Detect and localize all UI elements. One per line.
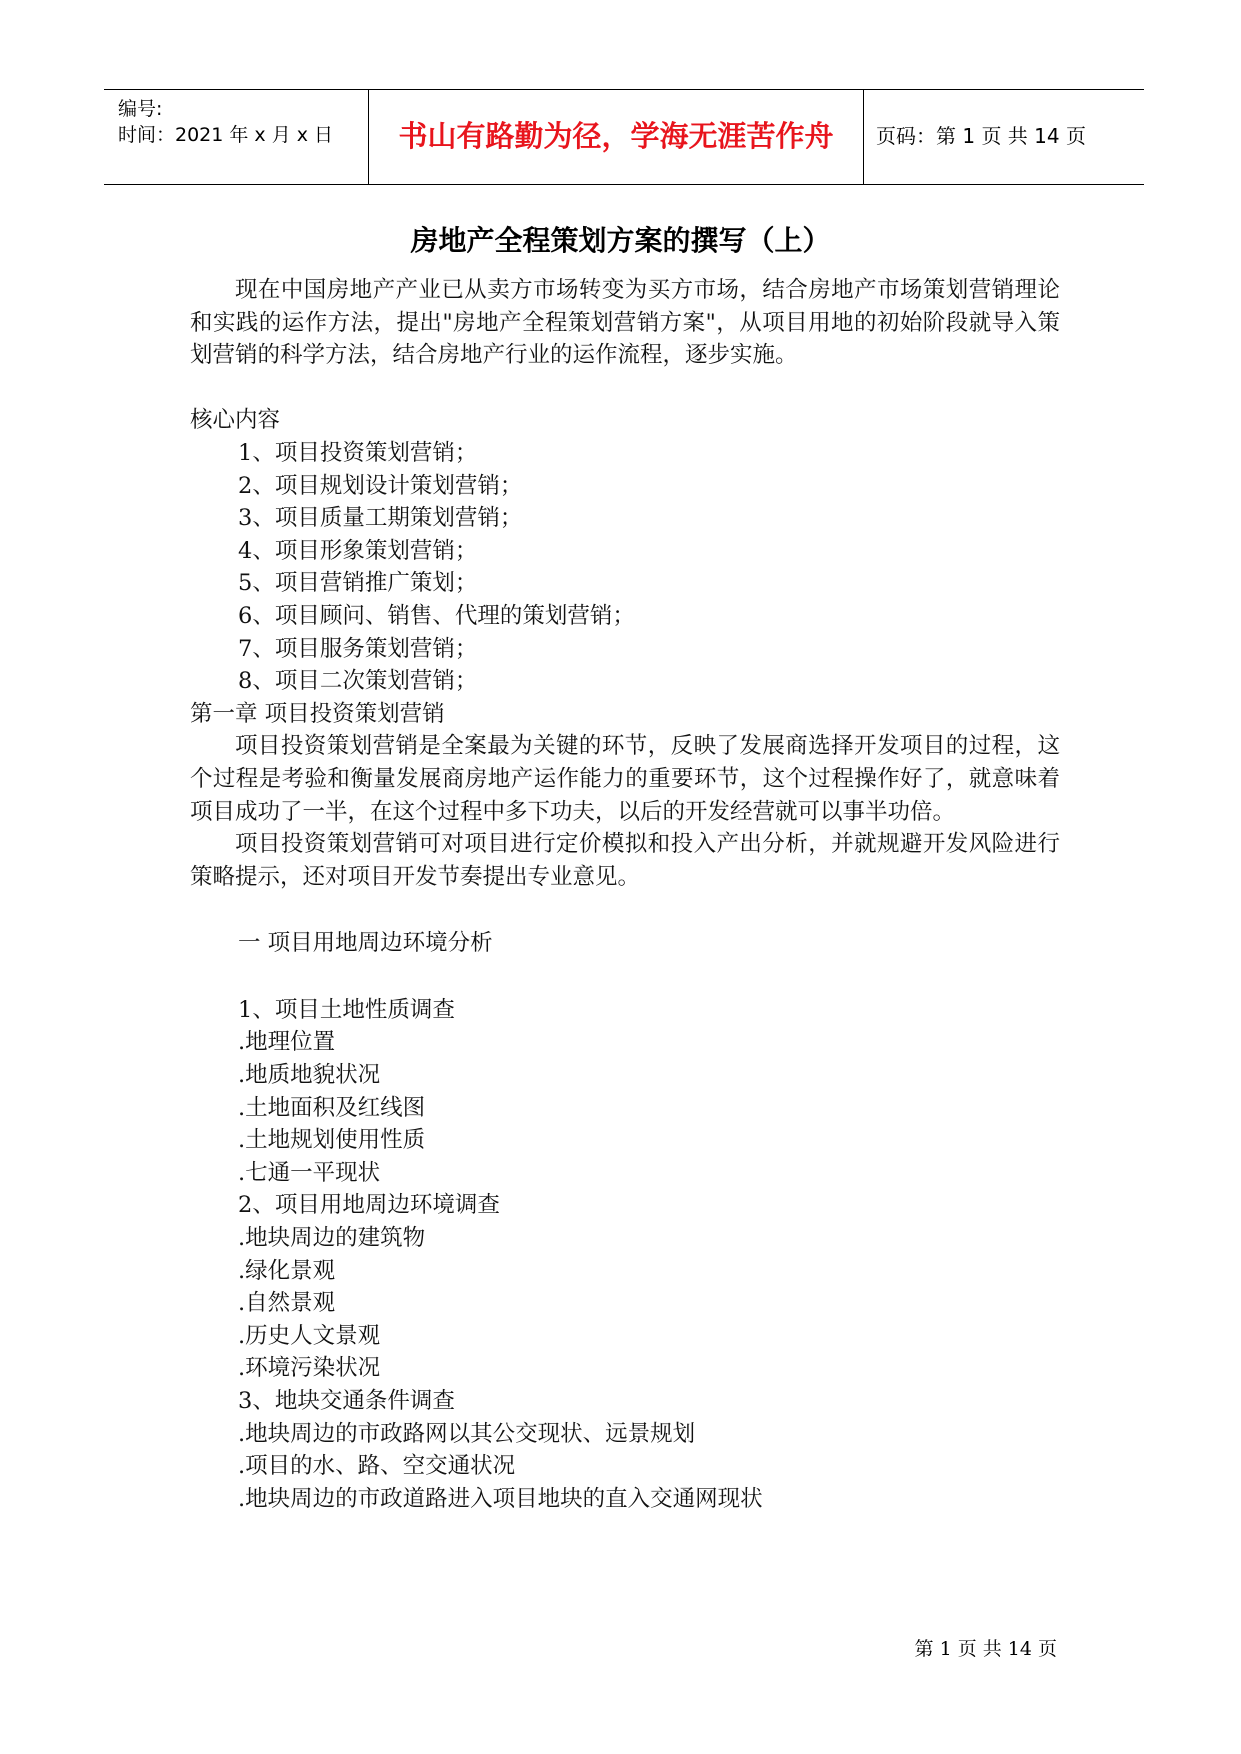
list-item: .地块周边的市政路网以其公交现状、远景规划 [238,1420,696,1447]
list-item: 5、项目营销推广策划； [238,570,478,597]
list-item: 6、项目顾问、销售、代理的策划营销； [238,602,635,629]
list-item: 4、项目形象策划营销； [238,537,478,564]
header-page-cell [864,90,1144,184]
list-item: .土地规划使用性质 [238,1127,426,1154]
list-item: 7、项目服务策划营销； [238,635,478,662]
chapter-paragraph: 项目投资策划营销可对项目进行定价模拟和投入产出分析，并就规避开发风险进行策略提示，还对项目开发节奏提出专业意见。 [190,831,1060,890]
list-item: .地块周边的建筑物 [238,1225,426,1252]
header-motto: 书山有路勤为径，学海无涯苦作舟 [398,119,834,153]
chapter-heading: 第一章 项目投资策划营销 [190,700,445,727]
subsection-heading: 2、项目用地周边环境调查 [238,1192,500,1219]
header-info-cell [104,90,368,184]
subsection-heading: 1、项目土地性质调查 [238,996,455,1023]
core-heading: 核心内容 [190,407,281,434]
document-body [190,274,1060,1515]
document-number-label: 编号: [118,98,163,120]
page-header [104,89,1144,185]
core-list [190,437,1060,698]
list-item: .地块周边的市政道路进入项目地块的直入交通网现状 [238,1485,763,1512]
section-heading: 一 项目用地周边环境分析 [238,930,493,957]
page-footer: 第 1 页 共 14 页 [914,1638,1057,1660]
list-item: .七通一平现状 [238,1159,381,1186]
document-time-label: 时间：2021 年 x 月 x 日 [118,124,334,146]
list-item: 3、项目质量工期策划营销； [238,505,523,532]
list-item: .地理位置 [238,1029,336,1056]
header-page-number: 页码：第 1 页 共 14 页 [876,124,1086,148]
subsection-heading: 3、地块交通条件调查 [238,1388,455,1414]
list-item: 2、项目规划设计策划营销； [238,472,523,499]
spacer [190,960,1060,994]
list-item: .自然景观 [238,1290,336,1317]
list-item: .历史人文景观 [238,1322,381,1349]
spacer [190,372,1060,405]
spacer [190,893,1060,927]
list-item: .环境污染状况 [238,1355,381,1382]
list-item: .绿化景观 [238,1257,336,1284]
list-item: .土地面积及红线图 [238,1094,426,1121]
document-title: 房地产全程策划方案的撰写（上） [410,224,831,257]
list-item: .项目的水、路、空交通状况 [238,1453,516,1480]
header-motto-cell [368,90,864,184]
list-item: 8、项目二次策划营销； [238,668,478,695]
list-item: 1、项目投资策划营销； [238,439,478,466]
intro-paragraph: 现在中国房地产产业已从卖方市场转变为买方市场，结合房地产市场策划营销理论和实践的运作方法，提出"房地产全程策划营销方案"，从项目用地的初始阶段就导入策划营销的科学方法，结合房地产行业的运作流程，逐步实施。 [190,277,1060,369]
list-item: .地质地貌状况 [238,1062,381,1089]
chapter-paragraph: 项目投资策划营销是全案最为关键的环节，反映了发展商选择开发项目的过程，这个过程是考验和衡量发展商房地产运作能力的重要环节，这个过程操作好了，就意味着项目成功了一半，在这个过程中多下功夫，以后的开发经营就可以事半功倍。 [190,733,1060,825]
